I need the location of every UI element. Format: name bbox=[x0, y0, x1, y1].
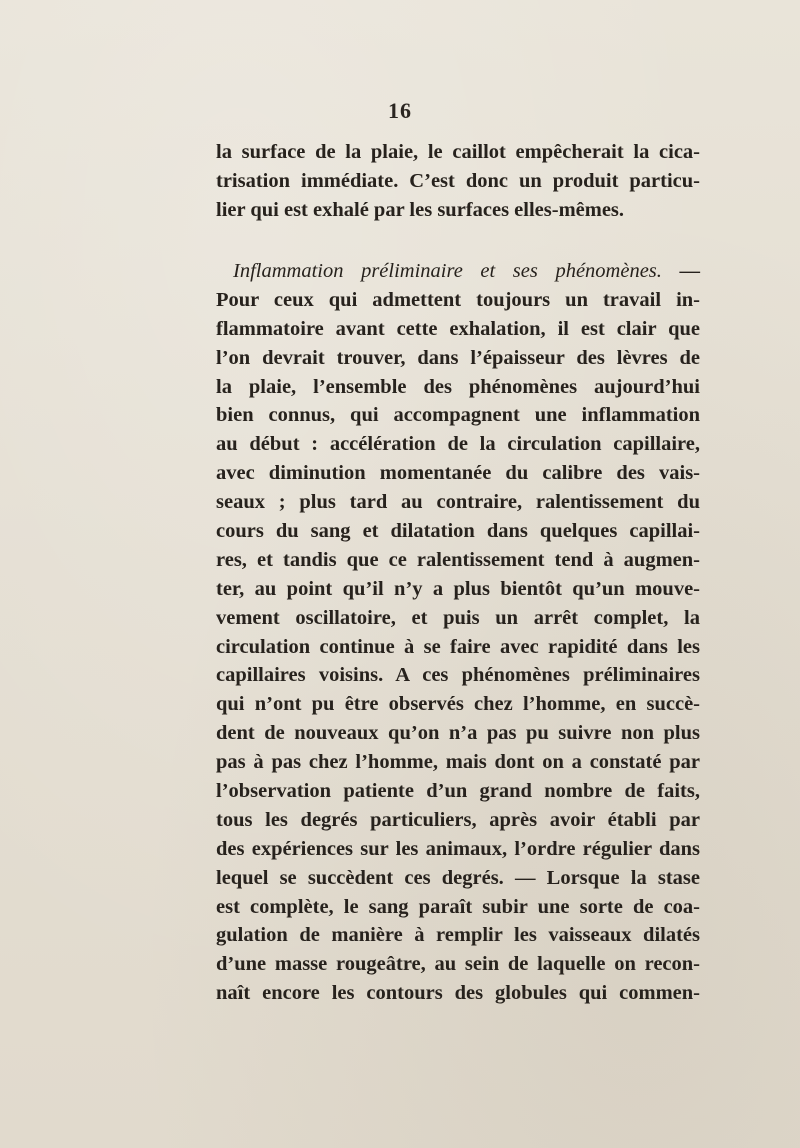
text-line: naît encore les contours des globules qui commen- bbox=[216, 982, 700, 1005]
text-line: lequel se succèdent ces degrés. — Lorsque la stase bbox=[216, 866, 700, 889]
text-line: l’on devrait trouver, dans l’épaisseur des lèvres de bbox=[216, 346, 700, 369]
text-line: capillaires voisins. A ces phénomènes préliminaires bbox=[216, 664, 700, 687]
section-paragraph bbox=[216, 257, 700, 1008]
text-line: res, et tandis que ce ralentissement tend à augmen- bbox=[216, 548, 700, 571]
text-line: vement oscillatoire, et puis un arrêt complet, la bbox=[216, 606, 700, 629]
text-line: la plaie, l’ensemble des phénomènes aujourd’hui bbox=[216, 375, 700, 398]
text-line: ter, au point qu’il n’y a plus bientôt qu’un mouve- bbox=[216, 577, 700, 600]
continuation-paragraph bbox=[216, 138, 700, 225]
text-line: qui n’ont pu être observés chez l’homme, en succè- bbox=[216, 693, 700, 716]
text-line: d’une masse rougeâtre, au sein de laquelle on recon- bbox=[216, 953, 700, 976]
text-line: la surface de la plaie, le caillot empêcherait la cica- bbox=[216, 141, 700, 163]
text-line: trisation immédiate. C’est donc un produit particu- bbox=[216, 169, 700, 192]
section-heading: Inflammation préliminaire et ses phénomènes. bbox=[233, 260, 662, 282]
text-line: l’observation patiente d’un grand nombre de faits, bbox=[216, 780, 700, 803]
text-line: pas à pas chez l’homme, mais dont on a constaté par bbox=[216, 751, 700, 774]
text-line: est complète, le sang paraît subir une sorte de coa- bbox=[216, 895, 700, 918]
text-line: tous les degrés particuliers, après avoir établi par bbox=[216, 808, 700, 831]
text-line: avec diminution momentanée du calibre des vais- bbox=[216, 462, 700, 485]
text-line: dent de nouveaux qu’on n’a pas pu suivre non plus bbox=[216, 722, 700, 745]
text-line: bien connus, qui accompagnent une inflammation bbox=[216, 404, 700, 427]
page-number: 16 bbox=[388, 98, 412, 123]
text-line: des expériences sur les animaux, l’ordre régulier dans bbox=[216, 837, 700, 860]
section-heading-line bbox=[216, 257, 700, 286]
text-line: gulation de manière à remplir les vaisseaux dilatés bbox=[216, 924, 700, 947]
text-line: au début : accélération de la circulation capillaire, bbox=[216, 433, 700, 456]
text-line: cours du sang et dilatation dans quelques capillai- bbox=[216, 520, 700, 543]
text-line: flammatoire avant cette exhalation, il est clair que bbox=[216, 317, 700, 340]
section-heading-dash: — bbox=[661, 260, 701, 282]
text-line: seaux ; plus tard au contraire, ralentissement du bbox=[216, 491, 700, 514]
text-line: circulation continue à se faire avec rapidité dans les bbox=[216, 635, 700, 658]
text-line: Pour ceux qui admettent toujours un travail in- bbox=[216, 288, 700, 311]
text-line: lier qui est exhalé par les surfaces elles-mêmes. bbox=[216, 198, 625, 221]
